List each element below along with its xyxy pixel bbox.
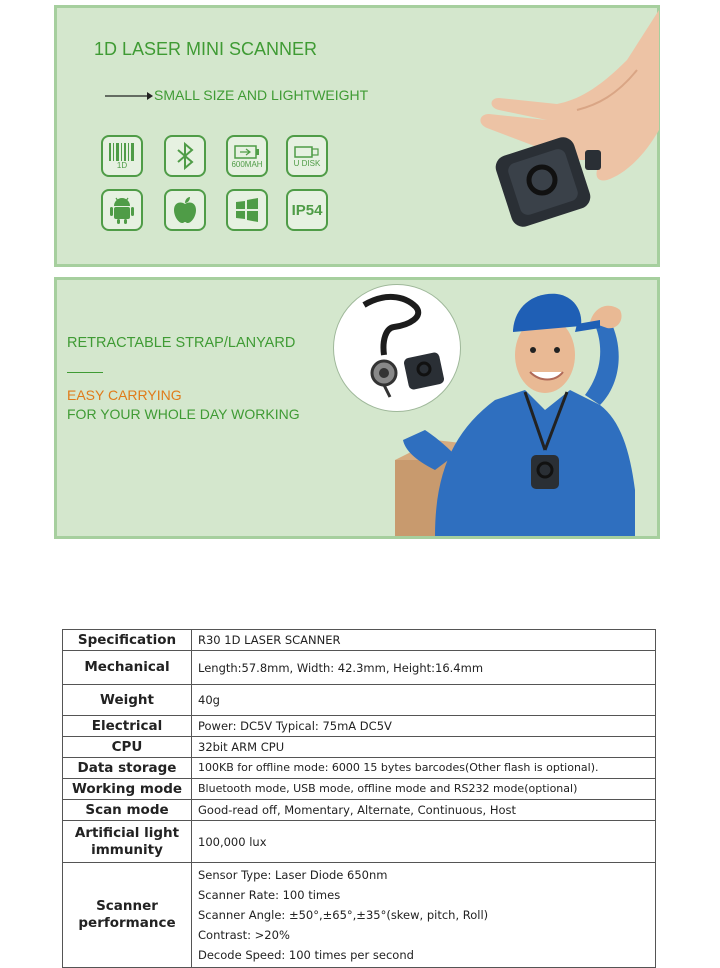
spec-label: Scan mode [63, 800, 192, 821]
table-row [63, 863, 656, 968]
banner-title: RETRACTABLE STRAP/LANYARD [67, 335, 296, 351]
feature-banner-lanyard [54, 277, 660, 539]
hand-holding-scanner-image [427, 10, 659, 260]
spec-label: Data storage [63, 758, 192, 779]
spec-value: 40g [192, 685, 656, 716]
windows-glyph [234, 197, 260, 223]
delivery-man-image [395, 280, 657, 536]
barcode-icon [101, 135, 143, 177]
spec-label: Scanner performance [63, 863, 192, 968]
bluetooth-icon [164, 135, 206, 177]
easy-carrying-text: EASY CARRYING [67, 387, 182, 403]
spec-value: R30 1D LASER SCANNER [192, 630, 656, 651]
spec-value: Good-read off, Momentary, Alternate, Continuous, Host [192, 800, 656, 821]
divider [67, 372, 103, 373]
specification-table-body [63, 630, 656, 968]
feature-banner-mini-scanner [54, 5, 660, 267]
spec-value: Length:57.8mm, Width: 42.3mm, Height:16.4mm [192, 651, 656, 685]
table-row [63, 800, 656, 821]
barcode-bars [109, 143, 135, 161]
apple-icon [164, 189, 206, 231]
ip54-icon [286, 189, 328, 231]
spec-value-multiline [192, 863, 656, 968]
performance-line: Scanner Angle: ±50°,±65°,±35°(skew, pitch, Roll) [198, 908, 489, 922]
apple-glyph [171, 195, 199, 225]
spec-label: Artificial light immunity [63, 821, 192, 863]
spec-value: Bluetooth mode, USB mode, offline mode and RS232 mode(optional) [192, 779, 656, 800]
battery-icon [226, 135, 268, 177]
spec-value: 100,000 lux [192, 821, 656, 863]
whole-day-text: FOR YOUR WHOLE DAY WORKING [67, 406, 300, 422]
android-glyph [108, 195, 136, 225]
performance-line: Sensor Type: Laser Diode 650nm [198, 868, 388, 882]
spec-value: 32bit ARM CPU [192, 737, 656, 758]
u-disk-icon [286, 135, 328, 177]
spec-value: 100KB for offline mode: 6000 15 bytes barcodes(Other flash is optional). [192, 758, 656, 779]
spec-value: Power: DC5V Typical: 75mA DC5V [192, 716, 656, 737]
table-row [63, 821, 656, 863]
performance-line: Contrast: >20% [198, 928, 290, 942]
table-row [63, 716, 656, 737]
usb-stick-glyph [294, 145, 320, 159]
ip54-label: IP54 [291, 201, 323, 219]
banner-subtitle: SMALL SIZE AND LIGHTWEIGHT [154, 87, 369, 103]
windows-icon [226, 189, 268, 231]
spec-label: Working mode [63, 779, 192, 800]
spec-label: CPU [63, 737, 192, 758]
battery-glyph [234, 144, 260, 160]
performance-line: Scanner Rate: 100 times [198, 888, 341, 902]
spec-label: Mechanical [63, 651, 192, 685]
specification-table [62, 629, 656, 968]
table-row [63, 758, 656, 779]
table-row [63, 651, 656, 685]
table-row [63, 685, 656, 716]
bluetooth-glyph [170, 141, 200, 171]
table-row [63, 779, 656, 800]
android-icon [101, 189, 143, 231]
banner-title: 1D LASER MINI SCANNER [94, 39, 318, 59]
performance-line: Decode Speed: 100 times per second [198, 948, 414, 962]
table-row [63, 737, 656, 758]
table-row [63, 630, 656, 651]
spec-label: Specification [63, 630, 192, 651]
icon-caption: U DISK [293, 158, 321, 168]
icon-caption: 600MAH [231, 159, 263, 169]
icon-caption: 1D [116, 160, 128, 170]
spec-label: Electrical [63, 716, 192, 737]
arrow-right-icon [105, 91, 153, 101]
spec-label: Weight [63, 685, 192, 716]
